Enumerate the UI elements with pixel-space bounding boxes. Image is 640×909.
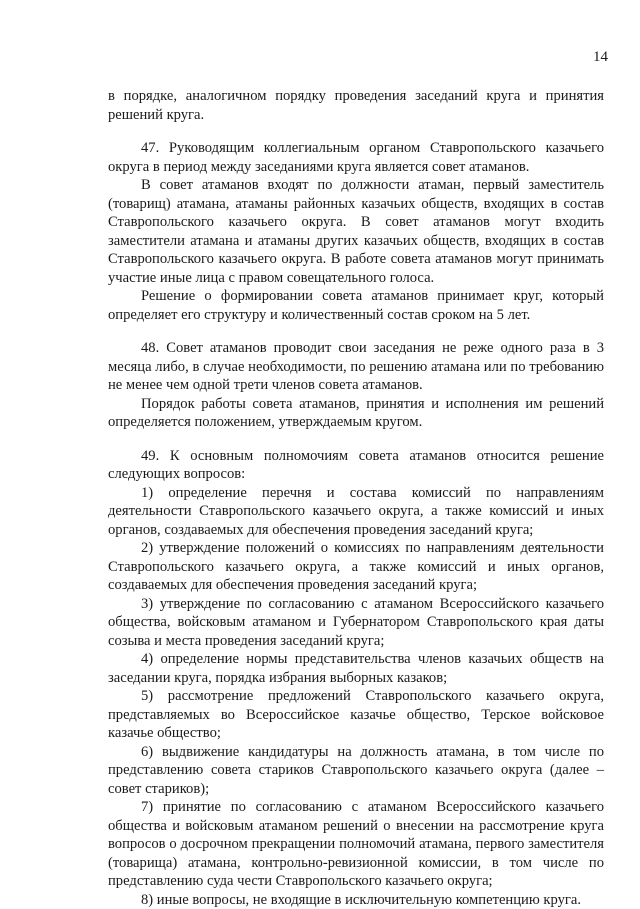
paragraph-47-composition: В совет атаманов входят по должности атаман, первый заместитель (товарищ) атамана, атаманы районных казачьих обществ, входящих в состав Ставропольского казачьего округа. В совет атаманов могут входить заместители атамана и атаманы других казачьих обществ, входящих в состав Ставропольского казачьего округа. В работе совета атаманов могут принимать участие иные лица с правом совещательного голоса. — [108, 176, 604, 287]
list-item-49-1: 1) определение перечня и состава комиссий по направлениям деятельности Ставропольского казачьего округа, а также комиссий и иных органов, создаваемых для обеспечения проведения заседаний круга; — [108, 484, 604, 540]
list-item-49-3: 3) утверждение по согласованию с атаманом Всероссийского казачьего общества, войсковым атаманом и Губернатором Ставропольского края даты созыва и места проведения заседаний круга; — [108, 595, 604, 651]
paragraph-47-formation: Решение о формировании совета атаманов принимает круг, который определяет его структуру и количественный состав сроком на 5 лет. — [108, 287, 604, 324]
paragraph-continuation: в порядке, аналогичном порядку проведения заседаний круга и принятия решений круга. — [108, 87, 604, 124]
page-number: 14 — [593, 48, 608, 66]
list-item-49-2: 2) утверждение положений о комиссиях по направлениям деятельности Ставропольского казачьего округа, а также комиссий и иных органов, создаваемых для обеспечения проведения заседаний круга; — [108, 539, 604, 595]
paragraph-47: 47. Руководящим коллегиальным органом Ставропольского казачьего округа в период между заседаниями круга является совет атаманов. — [108, 139, 604, 176]
list-item-49-8: 8) иные вопросы, не входящие в исключительную компетенцию круга. — [108, 891, 604, 909]
list-item-49-5: 5) рассмотрение предложений Ставропольского казачьего округа, представляемых во Всероссийское казачье общество, Терское войсковое казачье общество; — [108, 687, 604, 743]
list-item-49-4: 4) определение нормы представительства членов казачьих обществ на заседании круга, порядка избрания выборных казаков; — [108, 650, 604, 687]
document-body — [108, 87, 604, 909]
paragraph-48: 48. Совет атаманов проводит свои заседания не реже одного раза в 3 месяца либо, в случае необходимости, по решению атамана или по требованию не менее чем одной трети членов совета атаманов. — [108, 339, 604, 395]
list-item-49-7: 7) принятие по согласованию с атаманом Всероссийского казачьего общества и войсковым атаманом решений о внесении на рассмотрение круга вопросов о досрочном прекращении полномочий атамана, первого заместителя (товарища) атамана, контрольно-ревизионной комиссии, в том числе по представлению суда чести Ставропольского казачьего округа; — [108, 798, 604, 891]
list-item-49-6: 6) выдвижение кандидатуры на должность атамана, в том числе по представлению совета стариков Ставропольского казачьего округа (далее – совет стариков); — [108, 743, 604, 799]
paragraph-48-procedure: Порядок работы совета атаманов, принятия и исполнения им решений определяется положением, утверждаемым кругом. — [108, 395, 604, 432]
paragraph-49: 49. К основным полномочиям совета атаманов относится решение следующих вопросов: — [108, 447, 604, 484]
